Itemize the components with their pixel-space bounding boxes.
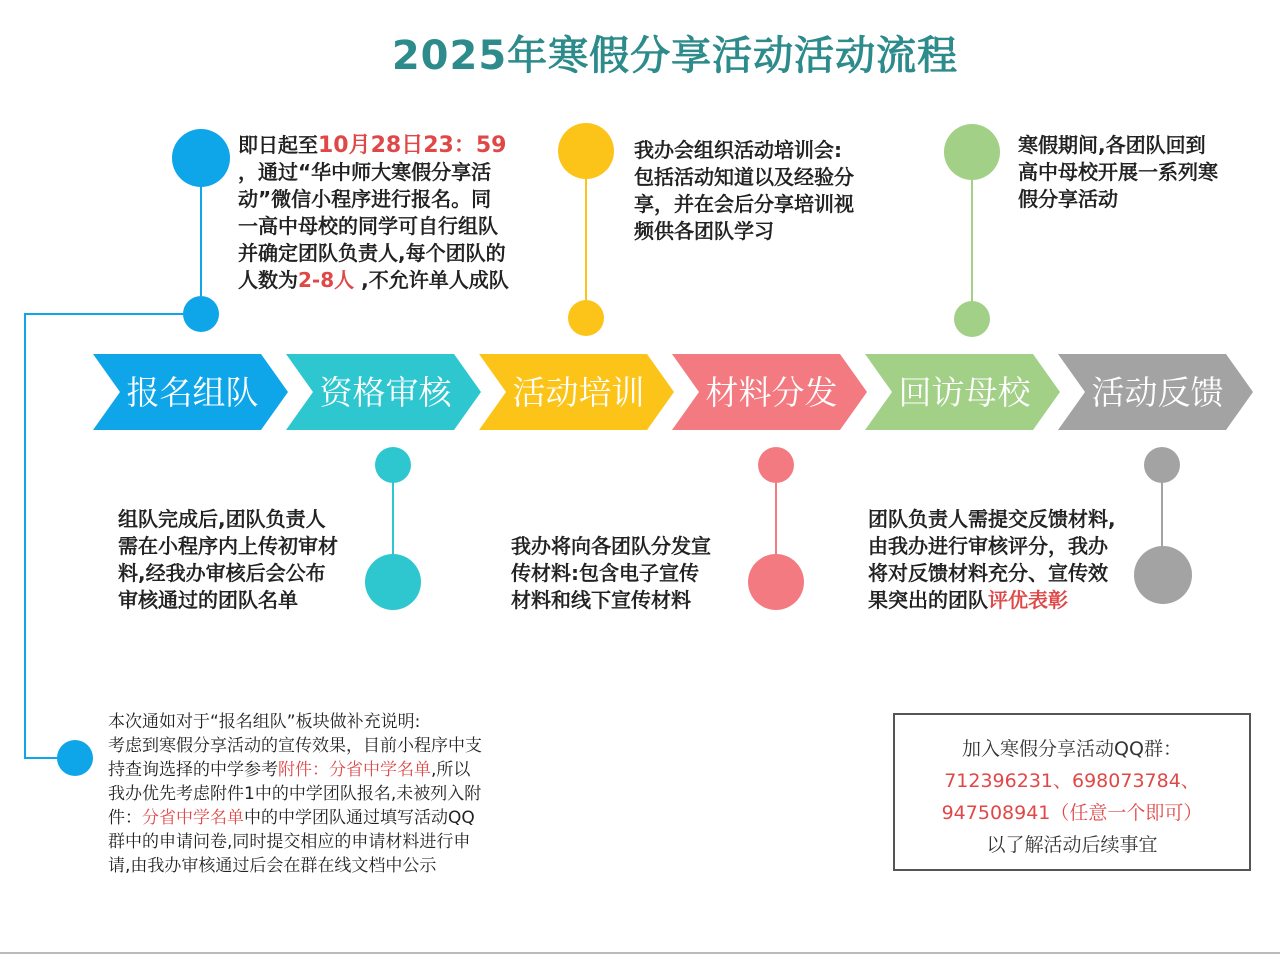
- step1-bottom-dot: [183, 296, 219, 332]
- step5-top-dot: [944, 124, 1000, 180]
- step4-top-dot: [758, 447, 794, 483]
- step6-top-dot: [1144, 447, 1180, 483]
- team-size-highlight: 2-8人: [298, 268, 355, 292]
- step5-description: 寒假期间,各团队回到 高中母校开展一系列寒 假分享活动: [1018, 133, 1218, 211]
- chevron-label-5: 回访母校: [898, 373, 1031, 412]
- step6-connector: [1161, 482, 1163, 548]
- step6-description: 团队负责人需提交反馈材料, 由我办进行审核评分，我办 将对反馈材料充分、宣传效 果突出的团队评优表彰: [868, 507, 1116, 612]
- attachment-link: 附件：分省中学名单: [278, 760, 431, 780]
- chevron-label-4: 材料分发: [705, 373, 838, 412]
- step1-connector: [200, 186, 202, 296]
- step4-connector: [775, 482, 777, 556]
- step3-bottom-dot: [568, 300, 604, 336]
- step1-description: 即日起至10月28日23：59 ，通过“华中师大寒假分享活 动”微信小程序进行报名。同 一高中母校的同学可自行组队 并确定团队负责人,每个团队的 人数为2-8人 ,不允许单人成队: [238, 133, 509, 292]
- chevron-label-6: 活动反馈: [1091, 373, 1224, 412]
- award-highlight: 评优表彰: [988, 588, 1068, 612]
- deadline-highlight: 10月28日23：59: [318, 133, 507, 158]
- chevron-label-3: 活动培训: [512, 373, 645, 412]
- supplementary-note: 本次通如对于“报名组队”板块做补充说明: 考虑到寒假分享活动的宣传效果，目前小程序中支 持查询选择的中学参考附件：分省中学名单,所以 我办优先考虑附件1中的中学团队报名,未被列入附 件：分省中学名单中的中学团队通过填写活动QQ 群中的申请问卷,同时提交相应的申请材料进行申 请,由我办审核通过后会在群在线文档中公示: [108, 712, 482, 876]
- step2-connector: [392, 482, 394, 556]
- qq-group-box: 加入寒假分享活动QQ群： 712396231、698073784、 947508941（任意一个即可） 以了解活动后续事宜: [893, 713, 1251, 871]
- step2-top-dot: [375, 447, 411, 483]
- bottom-divider: [0, 952, 1280, 954]
- step3-top-dot: [558, 123, 614, 179]
- chevron-label-1: 报名组队: [126, 373, 259, 412]
- step4-bottom-dot: [748, 554, 804, 610]
- school-list-highlight: 分省中学名单: [142, 808, 244, 828]
- step5-bottom-dot: [954, 301, 990, 337]
- page-title: 2025年寒假分享活动活动流程: [391, 33, 959, 79]
- step2-bottom-dot: [365, 554, 421, 610]
- qq-numbers-line1: 712396231、698073784、: [944, 770, 1200, 792]
- chevron-label-2: 资格审核: [319, 373, 452, 412]
- qq-numbers-line2: 947508941（任意一个即可）: [941, 802, 1203, 824]
- step1-top-dot: [172, 129, 230, 187]
- step5-connector: [971, 179, 973, 303]
- note-dot: [57, 740, 93, 776]
- step2-description: 组队完成后,团队负责人 需在小程序内上传初审材 料,经我办审核后会公布 审核通过的团队名单: [118, 507, 338, 612]
- step3-description: 我办会组织活动培训会: 包括活动知道以及经验分 享，并在会后分享培训视 频供各团队学习: [634, 138, 854, 243]
- step4-description: 我办将向各团队分发宣 传材料:包含电子宣传 材料和线下宣传材料: [511, 534, 711, 612]
- step3-connector: [585, 178, 587, 302]
